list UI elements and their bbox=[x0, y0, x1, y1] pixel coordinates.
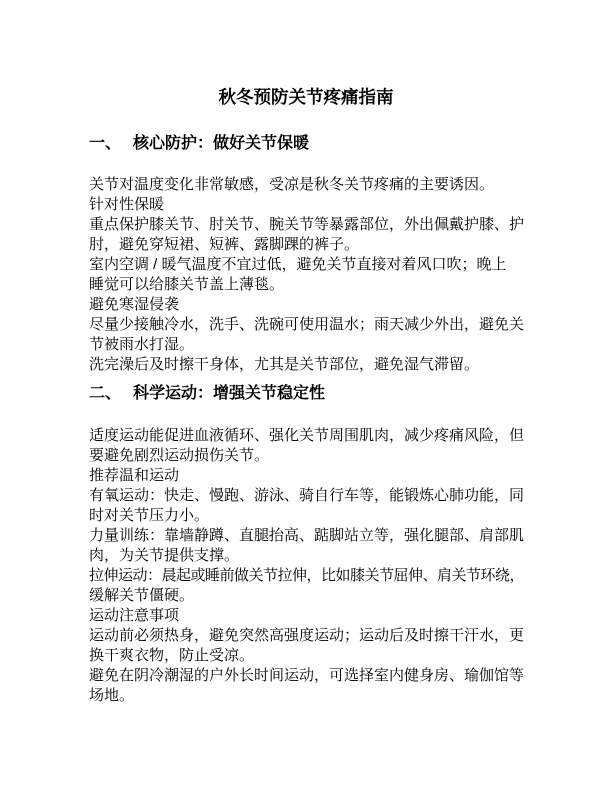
document-line: 肘，避免穿短裙、短裤、露脚踝的裤子。 bbox=[89, 236, 360, 253]
document-line: 运动注意事项 bbox=[89, 607, 180, 624]
document-line: 节被雨水打湿。 bbox=[89, 336, 195, 353]
document-line: 适度运动能促进血液循环、强化关节周围肌肉，减少疼痛风险，但 bbox=[89, 427, 525, 444]
document-line: 尽量少接触冷水，洗手、洗碗可使用温水；雨天减少外出，避免关 bbox=[89, 316, 525, 333]
section-body-2 bbox=[89, 426, 523, 706]
section-number: 二、 bbox=[89, 385, 122, 402]
document-line: 避免寒湿侵袭 bbox=[89, 296, 180, 313]
document-line: 睡觉可以给膝关节盖上薄毯。 bbox=[89, 276, 285, 293]
document-line: 重点保护膝关节、肘关节、腕关节等暴露部位，外出佩戴护膝、护 bbox=[89, 216, 525, 233]
section-heading-1 bbox=[89, 134, 523, 154]
section-heading-2 bbox=[89, 384, 523, 404]
document-line: 运动前必须热身，避免突然高强度运动；运动后及时擦干汗水，更 bbox=[89, 627, 525, 644]
section-body-1 bbox=[89, 175, 523, 375]
document-line: 力量训练：靠墙静蹲、直腿抬高、踮脚站立等，强化腿部、肩部肌 bbox=[89, 527, 525, 544]
document-line: 关节对温度变化非常敏感，受凉是秋冬关节疼痛的主要诱因。 bbox=[89, 176, 495, 193]
document-line: 缓解关节僵硬。 bbox=[89, 587, 195, 604]
document-line: 时对关节压力小。 bbox=[89, 507, 210, 524]
document-line: 肉，为关节提供支撑。 bbox=[89, 547, 240, 564]
document-line: 室内空调 / 暖气温度不宜过低，避免关节直接对着风口吹；晚上 bbox=[89, 256, 507, 273]
section-heading-text: 科学运动：增强关节稳定性 bbox=[133, 385, 326, 402]
document-line: 要避免剧烈运动损伤关节。 bbox=[89, 447, 270, 464]
document-line: 拉伸运动：晨起或睡前做关节拉伸，比如膝关节屈伸、肩关节环绕， bbox=[89, 567, 525, 584]
document-line: 洗完澡后及时擦干身体，尤其是关节部位，避免湿气滞留。 bbox=[89, 356, 480, 373]
document-line: 针对性保暖 bbox=[89, 196, 165, 213]
section-number: 一、 bbox=[89, 135, 122, 152]
document-line: 换干爽衣物，防止受凉。 bbox=[89, 647, 255, 664]
document-line: 避免在阴冷潮湿的户外长时间运动，可选择室内健身房、瑜伽馆等 bbox=[89, 667, 525, 684]
document-line: 场地。 bbox=[89, 687, 135, 704]
section-heading-text: 核心防护：做好关节保暖 bbox=[133, 135, 310, 152]
document-line: 推荐温和运动 bbox=[89, 467, 180, 484]
document-title: 秋冬预防关节疼痛指南 bbox=[218, 87, 394, 107]
document-line: 有氧运动：快走、慢跑、游泳、骑自行车等，能锻炼心肺功能，同 bbox=[89, 487, 525, 504]
